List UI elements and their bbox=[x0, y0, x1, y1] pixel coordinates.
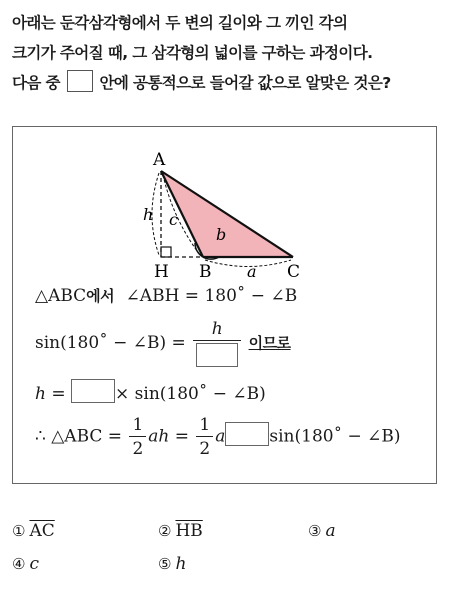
choice-number: ⑤ bbox=[158, 555, 172, 573]
question-line-2: 크기가 주어질 때, 그 삼각형의 넓이를 구하는 과정이다. bbox=[12, 44, 373, 62]
fraction-denominator: 2 bbox=[129, 436, 146, 459]
choice-5[interactable] bbox=[158, 554, 186, 574]
fraction-denominator bbox=[193, 340, 241, 368]
choice-number: ④ bbox=[12, 555, 26, 573]
proof-line-2-kor: 이므로 bbox=[248, 334, 291, 352]
choice-2[interactable] bbox=[158, 521, 203, 541]
choice-text: $\overline{AC}$ bbox=[29, 521, 55, 541]
fraction-denominator: 2 bbox=[196, 436, 213, 459]
question-line-3-pre: 다음 중 bbox=[12, 74, 60, 92]
question-line-3 bbox=[12, 68, 442, 98]
proof-line-4-a: a bbox=[215, 426, 226, 447]
proof-line-1-kor: 에서 bbox=[86, 287, 115, 305]
vertex-b-label: B bbox=[199, 262, 212, 282]
choice-1[interactable] bbox=[12, 521, 55, 541]
proof-line-4-post: sin(180˚ − ∠B) bbox=[269, 426, 401, 447]
proof-line-1 bbox=[35, 285, 297, 306]
fraction-one-half bbox=[129, 415, 146, 459]
choice-text: h bbox=[175, 554, 187, 574]
blank-box bbox=[67, 70, 93, 92]
vertex-a-label: A bbox=[153, 150, 166, 170]
fraction-h-over-blank bbox=[193, 319, 241, 368]
blank-box bbox=[196, 343, 238, 367]
triangle-abc: △ABC bbox=[35, 286, 87, 306]
proof-box bbox=[12, 126, 437, 484]
vertex-h-label: H bbox=[154, 262, 169, 282]
proof-line-2-pre: sin(180˚ − ∠B) = bbox=[35, 333, 186, 353]
fraction-numerator: 1 bbox=[132, 415, 144, 435]
triangle-figure bbox=[13, 127, 436, 287]
fraction-numerator: h bbox=[211, 319, 223, 339]
choice-4[interactable] bbox=[12, 554, 39, 574]
fraction-numerator: 1 bbox=[199, 415, 211, 435]
right-angle-mark bbox=[161, 247, 171, 257]
proof-line-3-post: × sin(180˚ − ∠B) bbox=[115, 384, 266, 404]
proof-line-4 bbox=[35, 415, 401, 459]
choice-number: ③ bbox=[308, 522, 322, 540]
side-b-label: b bbox=[216, 225, 227, 244]
choice-text: a bbox=[325, 521, 336, 541]
fraction-one-half bbox=[196, 415, 213, 459]
vertex-c-label: C bbox=[287, 262, 301, 282]
side-a-label: a bbox=[247, 262, 257, 281]
question-line-3-post: 안에 공통적으로 들어갈 값으로 알맞은 것은? bbox=[99, 74, 391, 92]
choice-text: c bbox=[29, 554, 39, 574]
blank-box bbox=[71, 379, 115, 403]
proof-line-1-eq: ∠ABH = 180˚ − ∠B bbox=[125, 286, 298, 306]
choice-number: ① bbox=[12, 522, 26, 540]
blank-box bbox=[225, 422, 269, 446]
choice-number: ② bbox=[158, 522, 172, 540]
question-line-1: 아래는 둔각삼각형에서 두 변의 길이와 그 끼인 각의 bbox=[12, 14, 348, 32]
question-text bbox=[12, 8, 442, 98]
proof-line-4-therefore: ∴ △ABC = bbox=[35, 426, 123, 447]
proof-line-3 bbox=[35, 379, 266, 404]
proof-line-4-mid: ah = bbox=[148, 426, 190, 447]
choice-3[interactable] bbox=[308, 521, 336, 541]
side-h-label: h bbox=[143, 205, 154, 224]
choice-text: $\overline{HB}$ bbox=[175, 521, 203, 541]
proof-line-3-pre: h = bbox=[35, 384, 66, 404]
proof-line-2 bbox=[35, 319, 291, 368]
side-c-label: c bbox=[169, 210, 178, 229]
